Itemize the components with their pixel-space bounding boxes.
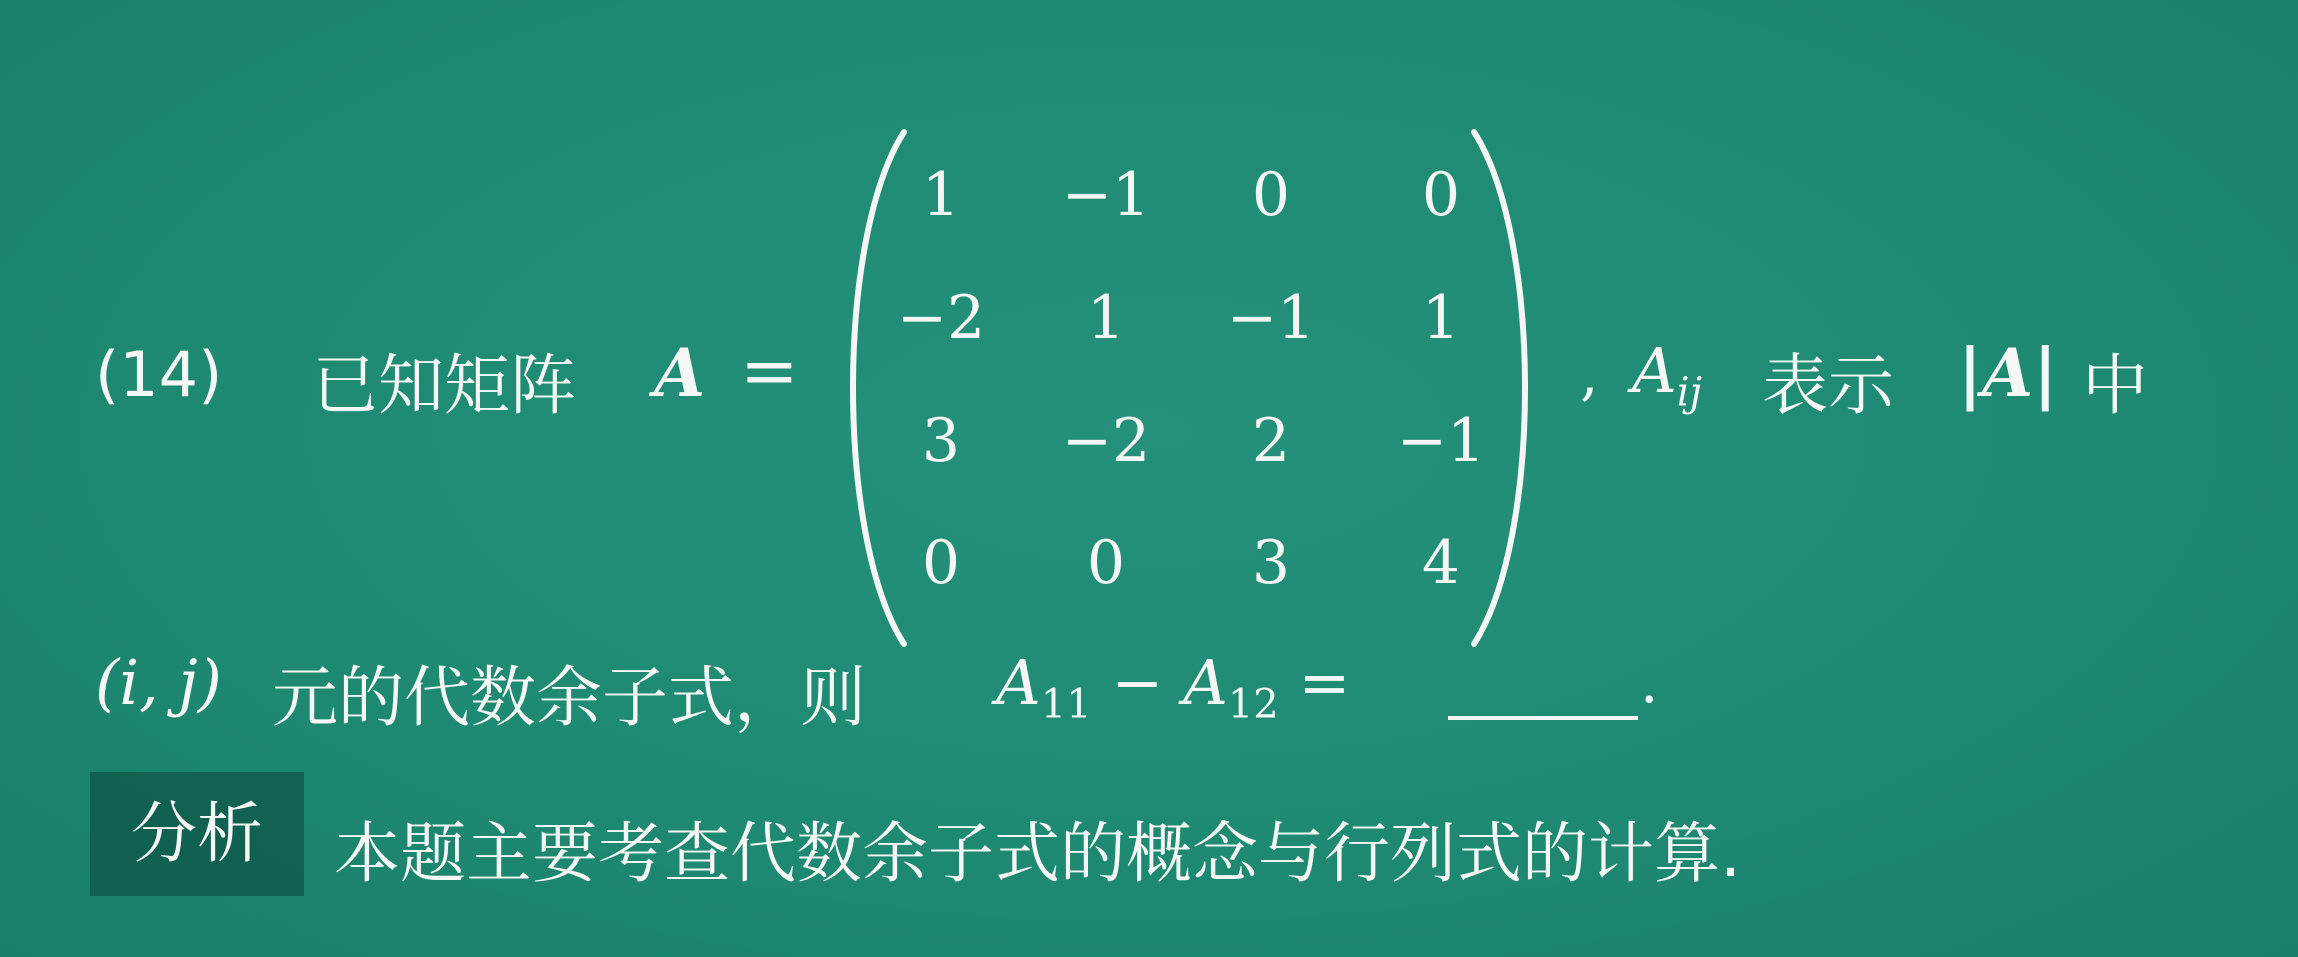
matrix-cell: 2	[1251, 406, 1291, 476]
matrix-A	[826, 128, 1552, 648]
cofactor-description: 元的代数余子式，则	[272, 659, 866, 736]
matrix-cell: 1	[921, 160, 961, 230]
matrix-variable: A	[654, 334, 706, 412]
problem-number: (14)	[95, 338, 223, 411]
problem-intro-text: 已知矩阵	[312, 347, 576, 424]
matrix-cell: −1	[1226, 283, 1316, 353]
period: .	[1640, 648, 1659, 716]
expr-term-b: A	[1183, 646, 1228, 719]
index-pair: (i, j)	[95, 646, 222, 719]
matrix-cell: 0	[1086, 528, 1126, 598]
analysis-tag: 分析	[90, 772, 304, 896]
middle-text: 中	[2082, 347, 2148, 424]
equals-sign: =	[740, 330, 799, 412]
matrix-cell: 4	[1421, 528, 1461, 598]
cofactor-expression	[996, 646, 1350, 727]
matrix-cell: −1	[1061, 160, 1151, 230]
represents-text: 表示	[1762, 347, 1894, 424]
analysis-text: 本题主要考查代数余子式的概念与行列式的计算.	[334, 815, 1741, 892]
expr-equals: =	[1278, 646, 1351, 719]
matrix-cell: −2	[1061, 406, 1151, 476]
matrix-cell: 1	[1421, 283, 1461, 353]
comma: ,	[1580, 340, 1599, 408]
matrix-cell: −1	[1396, 406, 1486, 476]
matrix-cell: 0	[1421, 160, 1461, 230]
expr-minus: −	[1091, 646, 1184, 719]
matrix-cell: −2	[896, 283, 986, 353]
matrix-cell: 0	[1251, 160, 1291, 230]
determinant-A: |A|	[1958, 334, 2058, 412]
expr-sub-12: 12	[1227, 681, 1279, 728]
matrix-cell: 3	[1251, 528, 1291, 598]
cofactor-letter: A	[1632, 334, 1677, 407]
answer-blank	[1448, 716, 1638, 720]
matrix-cell: 3	[921, 406, 961, 476]
matrix-cell: 0	[921, 528, 961, 598]
expr-sub-11: 11	[1040, 681, 1092, 728]
matrix-cell: 1	[1086, 283, 1126, 353]
cofactor-subscript: ij	[1676, 369, 1702, 416]
expr-term-a: A	[996, 646, 1041, 719]
cofactor-symbol	[1632, 334, 1702, 415]
